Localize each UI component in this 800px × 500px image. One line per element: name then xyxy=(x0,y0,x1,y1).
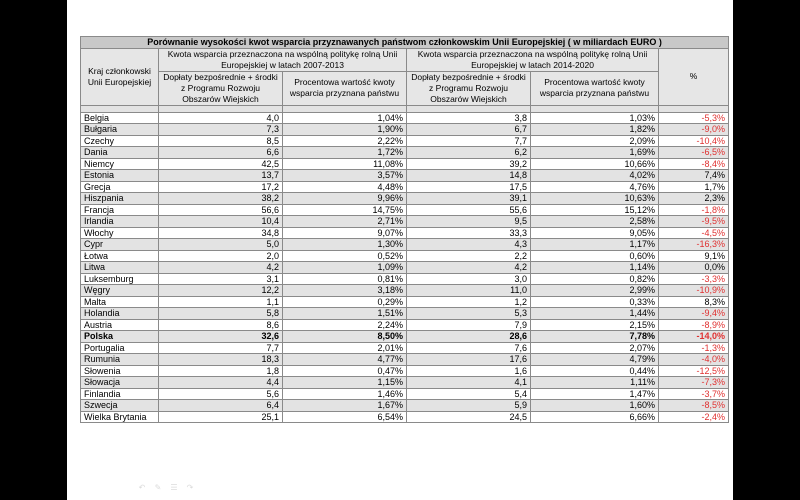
cell-change-percent: -10,4% xyxy=(659,135,729,147)
cell-change-percent: -1,3% xyxy=(659,342,729,354)
cell-percent-2007-2013: 1,09% xyxy=(283,262,407,274)
cell-amount-2007-2013: 34,8 xyxy=(159,227,283,239)
cell-change-percent: 7,4% xyxy=(659,170,729,182)
cell-country: Włochy xyxy=(81,227,159,239)
cell-amount-2007-2013: 2,0 xyxy=(159,250,283,262)
table-row xyxy=(81,216,729,228)
cell-change-percent: -3,7% xyxy=(659,388,729,400)
cell-percent-2014-2020: 2,58% xyxy=(531,216,659,228)
cell-percent-2007-2013: 1,30% xyxy=(283,239,407,251)
cell-country: Polska xyxy=(81,331,159,343)
cell-percent-2014-2020: 1,11% xyxy=(531,377,659,389)
cell-amount-2007-2013: 7,7 xyxy=(159,342,283,354)
cell-percent-2014-2020: 1,17% xyxy=(531,239,659,251)
cell-amount-2007-2013: 18,3 xyxy=(159,354,283,366)
table-row xyxy=(81,262,729,274)
header-change-percent: % xyxy=(659,48,729,105)
cell-percent-2007-2013: 6,54% xyxy=(283,411,407,423)
cell-amount-2007-2013: 38,2 xyxy=(159,193,283,205)
table-row xyxy=(81,377,729,389)
cell-percent-2007-2013: 2,01% xyxy=(283,342,407,354)
cell-amount-2007-2013: 12,2 xyxy=(159,285,283,297)
cell-country: Rumunia xyxy=(81,354,159,366)
cell-country: Francja xyxy=(81,204,159,216)
spacer-row xyxy=(81,105,729,112)
header-amount-2014-2020: Dopłaty bezpośrednie + środki z Programu Rozwoju Obszarów Wiejskich xyxy=(407,71,531,105)
cell-country: Niemcy xyxy=(81,158,159,170)
cell-change-percent: -8,9% xyxy=(659,319,729,331)
cell-percent-2007-2013: 2,22% xyxy=(283,135,407,147)
cell-amount-2007-2013: 3,1 xyxy=(159,273,283,285)
cell-amount-2007-2013: 4,2 xyxy=(159,262,283,274)
cell-change-percent: -1,8% xyxy=(659,204,729,216)
cell-amount-2014-2020: 6,7 xyxy=(407,124,531,136)
cell-country: Hiszpania xyxy=(81,193,159,205)
cell-amount-2007-2013: 25,1 xyxy=(159,411,283,423)
cell-country: Czechy xyxy=(81,135,159,147)
cell-amount-2014-2020: 5,9 xyxy=(407,400,531,412)
cell-country: Szwecja xyxy=(81,400,159,412)
cell-percent-2007-2013: 1,51% xyxy=(283,308,407,320)
table-row xyxy=(81,181,729,193)
cell-amount-2014-2020: 39,2 xyxy=(407,158,531,170)
cell-percent-2007-2013: 9,07% xyxy=(283,227,407,239)
cell-amount-2014-2020: 2,2 xyxy=(407,250,531,262)
cell-amount-2007-2013: 1,1 xyxy=(159,296,283,308)
table-row xyxy=(81,193,729,205)
cell-percent-2007-2013: 1,67% xyxy=(283,400,407,412)
cell-percent-2014-2020: 10,63% xyxy=(531,193,659,205)
cell-change-percent: -16,3% xyxy=(659,239,729,251)
cell-change-percent: 0,0% xyxy=(659,262,729,274)
cell-percent-2014-2020: 1,47% xyxy=(531,388,659,400)
cell-amount-2014-2020: 17,6 xyxy=(407,354,531,366)
header-country: Kraj członkowski Unii Europejskiej xyxy=(81,48,159,105)
cell-amount-2007-2013: 10,4 xyxy=(159,216,283,228)
cell-country: Finlandia xyxy=(81,388,159,400)
cell-percent-2014-2020: 1,82% xyxy=(531,124,659,136)
header-period-2007-2013: Kwota wsparcia przeznaczona na wspólną politykę rolną Unii Europejskiej w latach 2007-2013 xyxy=(159,48,407,71)
cell-country: Estonia xyxy=(81,170,159,182)
cell-amount-2007-2013: 32,6 xyxy=(159,331,283,343)
cell-change-percent: -8,5% xyxy=(659,400,729,412)
cell-amount-2014-2020: 4,3 xyxy=(407,239,531,251)
cell-country: Węgry xyxy=(81,285,159,297)
table-row xyxy=(81,308,729,320)
cell-amount-2014-2020: 1,6 xyxy=(407,365,531,377)
cell-amount-2007-2013: 17,2 xyxy=(159,181,283,193)
cell-percent-2007-2013: 2,71% xyxy=(283,216,407,228)
cell-amount-2007-2013: 8,5 xyxy=(159,135,283,147)
cell-percent-2007-2013: 0,29% xyxy=(283,296,407,308)
table-row xyxy=(81,296,729,308)
cell-percent-2007-2013: 4,77% xyxy=(283,354,407,366)
table-row xyxy=(81,227,729,239)
cell-change-percent: 8,3% xyxy=(659,296,729,308)
cell-percent-2007-2013: 1,15% xyxy=(283,377,407,389)
cell-change-percent: -8,4% xyxy=(659,158,729,170)
table-row xyxy=(81,147,729,159)
cell-amount-2014-2020: 7,9 xyxy=(407,319,531,331)
cell-country: Malta xyxy=(81,296,159,308)
cell-country: Portugalia xyxy=(81,342,159,354)
cell-amount-2007-2013: 8,6 xyxy=(159,319,283,331)
cell-country: Austria xyxy=(81,319,159,331)
cell-percent-2014-2020: 2,99% xyxy=(531,285,659,297)
table-row xyxy=(81,342,729,354)
cell-percent-2007-2013: 9,96% xyxy=(283,193,407,205)
table-row xyxy=(81,273,729,285)
cell-amount-2014-2020: 1,2 xyxy=(407,296,531,308)
cell-percent-2014-2020: 1,14% xyxy=(531,262,659,274)
cell-amount-2007-2013: 1,8 xyxy=(159,365,283,377)
cell-percent-2014-2020: 4,02% xyxy=(531,170,659,182)
slide xyxy=(67,0,733,500)
table-row xyxy=(81,250,729,262)
cell-percent-2014-2020: 0,33% xyxy=(531,296,659,308)
slide-toolbar xyxy=(137,484,195,492)
cell-amount-2007-2013: 6,4 xyxy=(159,400,283,412)
cell-country: Słowenia xyxy=(81,365,159,377)
cell-amount-2014-2020: 5,3 xyxy=(407,308,531,320)
cell-amount-2014-2020: 7,6 xyxy=(407,342,531,354)
cell-amount-2014-2020: 9,5 xyxy=(407,216,531,228)
cell-country: Irlandia xyxy=(81,216,159,228)
cell-percent-2014-2020: 1,60% xyxy=(531,400,659,412)
table-row xyxy=(81,112,729,124)
cell-change-percent: -7,3% xyxy=(659,377,729,389)
cell-percent-2014-2020: 4,79% xyxy=(531,354,659,366)
cell-percent-2007-2013: 0,52% xyxy=(283,250,407,262)
cell-change-percent: -12,5% xyxy=(659,365,729,377)
cell-amount-2007-2013: 5,8 xyxy=(159,308,283,320)
cell-percent-2014-2020: 2,07% xyxy=(531,342,659,354)
cell-percent-2014-2020: 0,60% xyxy=(531,250,659,262)
cell-amount-2014-2020: 28,6 xyxy=(407,331,531,343)
table-row xyxy=(81,124,729,136)
table-row xyxy=(81,135,729,147)
table-row xyxy=(81,239,729,251)
cell-percent-2014-2020: 2,09% xyxy=(531,135,659,147)
cell-amount-2014-2020: 4,2 xyxy=(407,262,531,274)
cell-country: Słowacja xyxy=(81,377,159,389)
cell-change-percent: -9,4% xyxy=(659,308,729,320)
cell-amount-2007-2013: 4,4 xyxy=(159,377,283,389)
header-period-2014-2020: Kwota wsparcia przeznaczona na wspólną politykę rolną Unii Europejskiej w latach 2014-2020 xyxy=(407,48,659,71)
cell-amount-2007-2013: 4,0 xyxy=(159,112,283,124)
cell-amount-2014-2020: 11,0 xyxy=(407,285,531,297)
cell-percent-2014-2020: 7,78% xyxy=(531,331,659,343)
cell-change-percent: 1,7% xyxy=(659,181,729,193)
table-row xyxy=(81,204,729,216)
cell-percent-2007-2013: 4,48% xyxy=(283,181,407,193)
cell-change-percent: -10,9% xyxy=(659,285,729,297)
cell-amount-2014-2020: 14,8 xyxy=(407,170,531,182)
cell-change-percent: -5,3% xyxy=(659,112,729,124)
cell-percent-2007-2013: 1,72% xyxy=(283,147,407,159)
table-row xyxy=(81,319,729,331)
cell-country: Łotwa xyxy=(81,250,159,262)
cell-country: Litwa xyxy=(81,262,159,274)
cell-country: Grecja xyxy=(81,181,159,193)
table-row xyxy=(81,331,729,343)
cell-change-percent: 2,3% xyxy=(659,193,729,205)
cell-country: Dania xyxy=(81,147,159,159)
cell-amount-2014-2020: 33,3 xyxy=(407,227,531,239)
cell-percent-2007-2013: 2,24% xyxy=(283,319,407,331)
cell-amount-2014-2020: 4,1 xyxy=(407,377,531,389)
cell-country: Wielka Brytania xyxy=(81,411,159,423)
cell-amount-2014-2020: 7,7 xyxy=(407,135,531,147)
table-row xyxy=(81,365,729,377)
cell-country: Belgia xyxy=(81,112,159,124)
cell-percent-2014-2020: 1,44% xyxy=(531,308,659,320)
cell-amount-2014-2020: 55,6 xyxy=(407,204,531,216)
cell-change-percent: -14,0% xyxy=(659,331,729,343)
cell-percent-2007-2013: 0,81% xyxy=(283,273,407,285)
cell-amount-2007-2013: 6,6 xyxy=(159,147,283,159)
cell-percent-2007-2013: 0,47% xyxy=(283,365,407,377)
cell-percent-2007-2013: 3,18% xyxy=(283,285,407,297)
cell-amount-2014-2020: 3,8 xyxy=(407,112,531,124)
cell-percent-2014-2020: 15,12% xyxy=(531,204,659,216)
table-row xyxy=(81,354,729,366)
cell-country: Cypr xyxy=(81,239,159,251)
data-table xyxy=(80,36,729,423)
cell-country: Luksemburg xyxy=(81,273,159,285)
table-row xyxy=(81,170,729,182)
cell-percent-2007-2013: 1,90% xyxy=(283,124,407,136)
cell-amount-2014-2020: 5,4 xyxy=(407,388,531,400)
cell-amount-2014-2020: 6,2 xyxy=(407,147,531,159)
cell-change-percent: -4,5% xyxy=(659,227,729,239)
table-row xyxy=(81,285,729,297)
pen-icon[interactable]: ✎ xyxy=(154,483,162,492)
cell-change-percent: -3,3% xyxy=(659,273,729,285)
cell-country: Holandia xyxy=(81,308,159,320)
cell-percent-2014-2020: 6,66% xyxy=(531,411,659,423)
cell-change-percent: -9,0% xyxy=(659,124,729,136)
cell-percent-2007-2013: 14,75% xyxy=(283,204,407,216)
cell-amount-2007-2013: 7,3 xyxy=(159,124,283,136)
cell-amount-2014-2020: 39,1 xyxy=(407,193,531,205)
cell-amount-2007-2013: 5,0 xyxy=(159,239,283,251)
cell-percent-2007-2013: 11,08% xyxy=(283,158,407,170)
cell-change-percent: -2,4% xyxy=(659,411,729,423)
table-row xyxy=(81,388,729,400)
cell-amount-2007-2013: 13,7 xyxy=(159,170,283,182)
cell-amount-2007-2013: 5,6 xyxy=(159,388,283,400)
cell-country: Bułgaria xyxy=(81,124,159,136)
cell-amount-2007-2013: 42,5 xyxy=(159,158,283,170)
forward-arrow-icon[interactable]: ↷ xyxy=(186,483,194,492)
cell-percent-2014-2020: 2,15% xyxy=(531,319,659,331)
back-arrow-icon[interactable]: ↶ xyxy=(138,483,146,492)
cell-amount-2014-2020: 17,5 xyxy=(407,181,531,193)
cell-change-percent: 9,1% xyxy=(659,250,729,262)
cell-change-percent: -6,5% xyxy=(659,147,729,159)
table-row xyxy=(81,400,729,412)
header-percent-2007-2013: Procentowa wartość kwoty wsparcia przyznana państwu xyxy=(283,71,407,105)
cell-percent-2014-2020: 4,76% xyxy=(531,181,659,193)
cell-percent-2014-2020: 0,44% xyxy=(531,365,659,377)
cell-percent-2007-2013: 1,46% xyxy=(283,388,407,400)
cell-percent-2014-2020: 1,69% xyxy=(531,147,659,159)
cell-amount-2014-2020: 24,5 xyxy=(407,411,531,423)
cell-percent-2007-2013: 1,04% xyxy=(283,112,407,124)
cell-percent-2007-2013: 8,50% xyxy=(283,331,407,343)
cell-percent-2007-2013: 3,57% xyxy=(283,170,407,182)
cell-change-percent: -9,5% xyxy=(659,216,729,228)
table-row xyxy=(81,411,729,423)
cell-percent-2014-2020: 0,82% xyxy=(531,273,659,285)
table-row xyxy=(81,158,729,170)
cell-change-percent: -4,0% xyxy=(659,354,729,366)
table-title: Porównanie wysokości kwot wsparcia przyznawanych państwom członkowskim Unii Europejskiej ( w miliardach EURO ) xyxy=(81,37,729,49)
cell-amount-2007-2013: 56,6 xyxy=(159,204,283,216)
cell-percent-2014-2020: 10,66% xyxy=(531,158,659,170)
header-percent-2014-2020: Procentowa wartość kwoty wsparcia przyznana państwu xyxy=(531,71,659,105)
cell-percent-2014-2020: 1,03% xyxy=(531,112,659,124)
header-amount-2007-2013: Dopłaty bezpośrednie + środki z Programu Rozwoju Obszarów Wiejskich xyxy=(159,71,283,105)
cell-percent-2014-2020: 9,05% xyxy=(531,227,659,239)
menu-icon[interactable]: ☰ xyxy=(170,483,178,492)
cell-amount-2014-2020: 3,0 xyxy=(407,273,531,285)
